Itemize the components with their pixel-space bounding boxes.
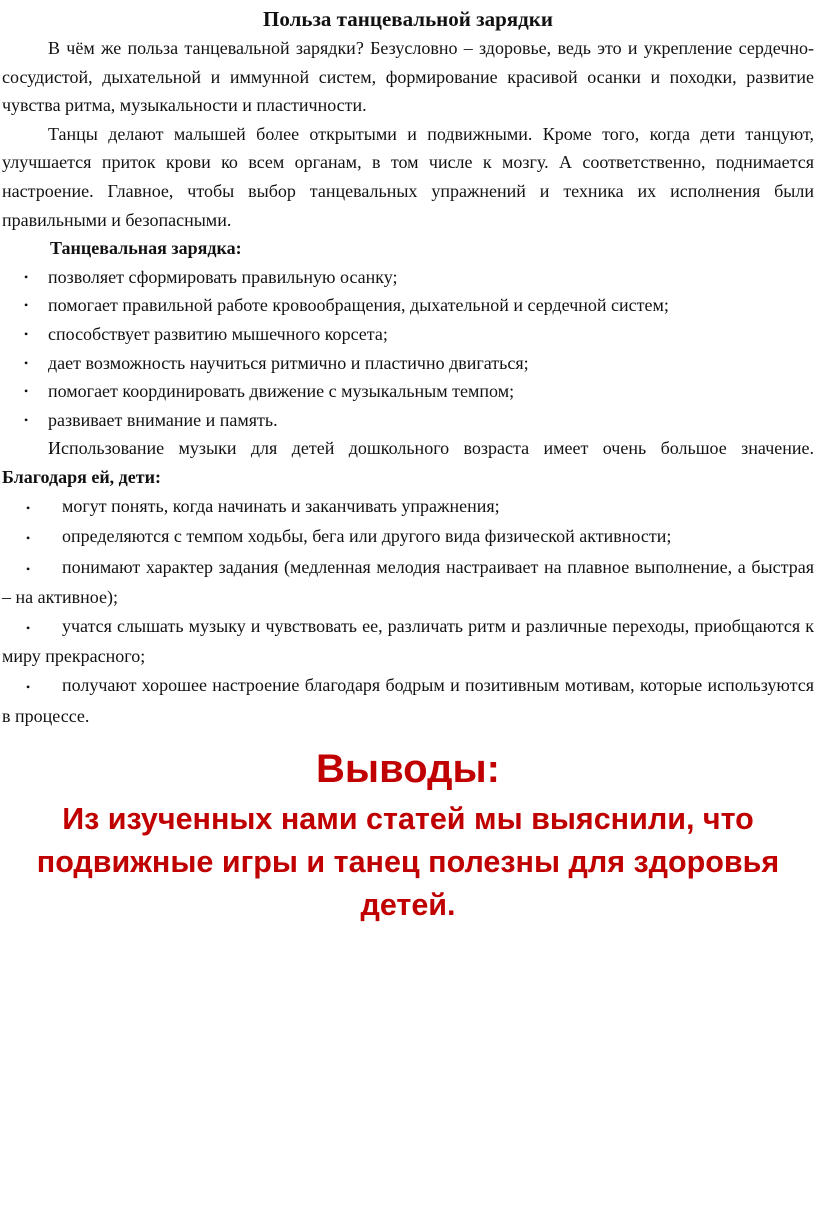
list-item bbox=[2, 553, 814, 612]
list-item bbox=[2, 263, 814, 292]
music-benefits-list bbox=[2, 492, 814, 731]
bullet-icon: • bbox=[24, 326, 29, 341]
bullet-icon: • bbox=[26, 561, 31, 576]
list-item-text: учатся слышать музыку и чувствовать ее, различать ритм и различные переходы, приобщаются к миру прекрасного; bbox=[2, 615, 814, 667]
conclusion-block bbox=[0, 740, 816, 927]
intro-paragraph: В чём же польза танцевальной зарядки? Безусловно – здоровье, ведь это и укрепление сердечно-сосудистой, дыхательной и иммунной систем, формирование красивой осанки и походки, развитие чувства ритма, музыкальности и пластичности. bbox=[2, 38, 814, 116]
music-paragraph-bold: Благодаря ей, дети: bbox=[2, 466, 161, 487]
list-item-text: помогает правильной работе кровообращения, дыхательной и сердечной систем; bbox=[48, 295, 669, 316]
bullet-icon: • bbox=[26, 500, 31, 515]
bullet-icon: • bbox=[24, 412, 29, 427]
bullet-icon: • bbox=[24, 384, 29, 399]
list-item-text: могут понять, когда начинать и заканчивать упражнения; bbox=[62, 495, 500, 516]
list-item-text: позволяет сформировать правильную осанку; bbox=[48, 266, 398, 287]
list-item bbox=[2, 320, 814, 349]
list-item bbox=[2, 349, 814, 378]
list-item bbox=[2, 612, 814, 671]
bullet-icon: • bbox=[26, 620, 31, 635]
bullet-icon: • bbox=[26, 531, 31, 546]
list-item-text: помогает координировать движение с музыкальным темпом; bbox=[48, 381, 515, 402]
bullet-icon: • bbox=[24, 298, 29, 313]
music-paragraph bbox=[2, 434, 814, 491]
list-item-text: получают хорошее настроение благодаря бодрым и позитивным мотивам, которые используются в процессе. bbox=[2, 675, 814, 726]
list-item-text: понимают характер задания (медленная мелодия настраивает на плавное выполнение, а быстрая – на активное); bbox=[2, 556, 814, 608]
list-item bbox=[2, 377, 814, 406]
list-item bbox=[2, 406, 814, 435]
dance-benefits-paragraph: Танцы делают малышей более открытыми и подвижными. Кроме того, когда дети танцуют, улучшается приток крови ко всем органам, в том числе к мозгу. А соответственно, поднимается настроение. Главное, чтобы выбор танцевальных упражнений и техника их исполнения были правильными и безопасными. bbox=[2, 123, 814, 230]
bullet-icon: • bbox=[24, 269, 29, 284]
dance-exercise-benefits-list bbox=[2, 263, 814, 435]
list-item bbox=[2, 522, 814, 553]
conclusion-heading: Выводы: bbox=[316, 747, 500, 791]
bullet-icon: • bbox=[24, 355, 29, 370]
music-paragraph-text: Использование музыки для детей дошкольного возраста имеет очень большое значение. bbox=[48, 438, 814, 459]
list-item-text: дает возможность научиться ритмично и пластично двигаться; bbox=[48, 352, 529, 373]
list-item bbox=[2, 291, 814, 320]
list-item-text: способствует развитию мышечного корсета; bbox=[48, 323, 388, 344]
list-item-text: определяются с темпом ходьбы, бега или другого вида физической активности; bbox=[62, 526, 672, 547]
bullet-icon: • bbox=[26, 680, 31, 695]
list-item bbox=[2, 492, 814, 523]
document-title: Польза танцевальной зарядки bbox=[263, 7, 553, 31]
conclusion-text: Из изученных нами статей мы выяснили, что подвижные игры и танец полезны для здоровья детей. bbox=[36, 802, 780, 922]
list-item bbox=[2, 671, 814, 730]
dance-exercise-heading: Танцевальная зарядка: bbox=[50, 238, 242, 259]
list-item-text: развивает внимание и память. bbox=[48, 409, 278, 430]
